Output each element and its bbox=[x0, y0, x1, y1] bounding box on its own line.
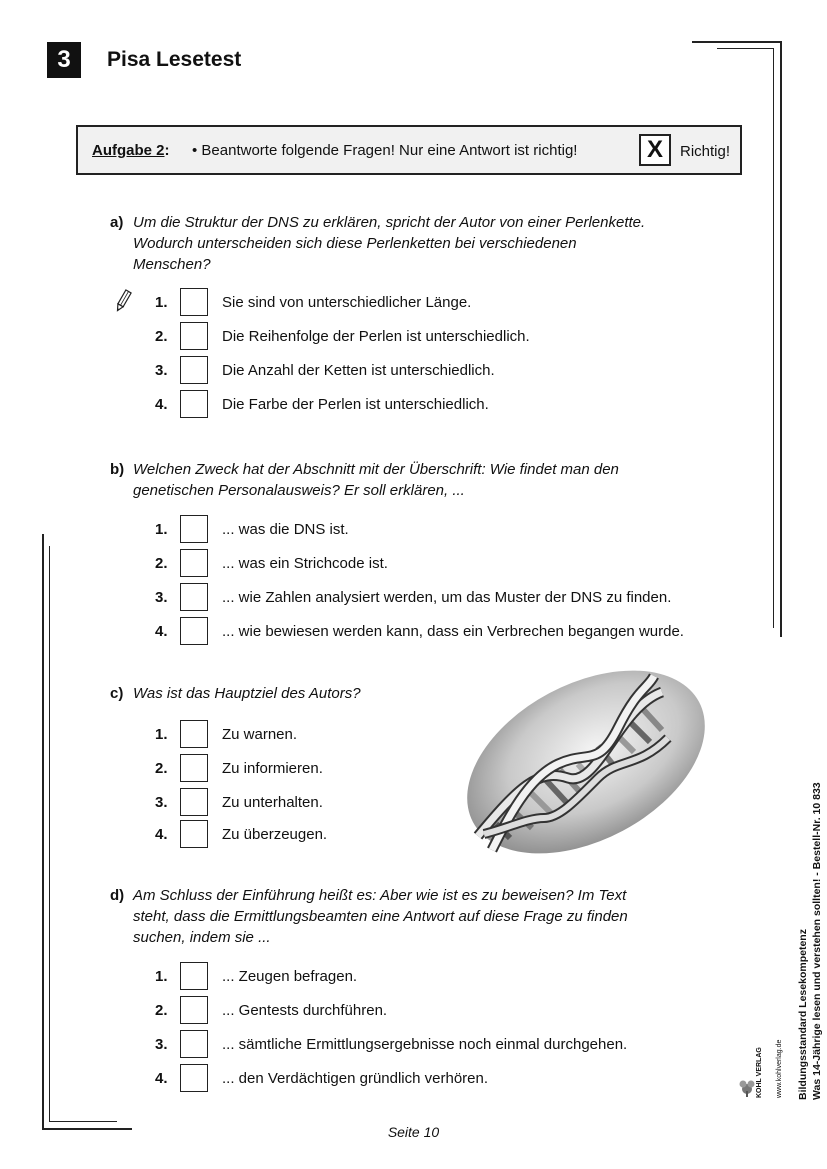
publisher-logo bbox=[737, 1040, 757, 1098]
answer-checkbox[interactable] bbox=[180, 549, 208, 577]
answer-option bbox=[155, 819, 327, 849]
option-text: Sie sind von unterschiedlicher Länge. bbox=[222, 293, 472, 311]
option-number: 4. bbox=[155, 622, 168, 640]
option-number: 1. bbox=[155, 520, 168, 538]
question-text: Am Schluss der Einführung heißt es: Aber wie ist es zu beweisen? Im Text steht, dass die Ermittlungsbeamten eine Antwort auf diese Frage zu finden suchen, indem sie ... bbox=[133, 887, 628, 946]
option-text: ... Zeugen befragen. bbox=[222, 967, 358, 985]
answer-checkbox[interactable] bbox=[180, 720, 208, 748]
answer-option bbox=[155, 355, 495, 385]
answer-checkbox[interactable] bbox=[180, 322, 208, 350]
answer-option bbox=[155, 548, 388, 578]
option-text: ... was die DNS ist. bbox=[222, 520, 349, 538]
option-text: Die Anzahl der Ketten ist unterschiedlich. bbox=[222, 361, 495, 379]
option-text: Zu informieren. bbox=[222, 759, 323, 777]
frame-top-right-horizontal bbox=[692, 41, 782, 43]
answer-checkbox[interactable] bbox=[180, 356, 208, 384]
answer-checkbox[interactable] bbox=[180, 820, 208, 848]
frame-bottom-left-horizontal-inner bbox=[49, 1121, 117, 1122]
task-label-text: Aufgabe 2 bbox=[92, 142, 165, 159]
option-number: 3. bbox=[155, 1035, 168, 1053]
question-letter: d) bbox=[110, 887, 125, 904]
option-number: 4. bbox=[155, 395, 168, 413]
answer-checkbox[interactable] bbox=[180, 962, 208, 990]
option-text: ... was ein Strichcode ist. bbox=[222, 554, 388, 572]
page-number: Seite 10 bbox=[387, 1124, 440, 1140]
answer-checkbox[interactable] bbox=[180, 288, 208, 316]
frame-left-vertical bbox=[42, 534, 44, 1130]
option-number: 4. bbox=[155, 1069, 168, 1087]
answer-checkbox[interactable] bbox=[180, 583, 208, 611]
example-checked-box: X bbox=[639, 134, 671, 166]
task-label bbox=[92, 142, 170, 159]
chapter-title: Pisa Lesetest bbox=[107, 48, 242, 71]
answer-option bbox=[155, 389, 489, 419]
dna-helix-illustration bbox=[448, 668, 714, 858]
answer-checkbox[interactable] bbox=[180, 515, 208, 543]
answer-option bbox=[155, 514, 349, 544]
question-d bbox=[110, 885, 633, 948]
answer-option bbox=[155, 753, 323, 783]
answer-option bbox=[155, 995, 387, 1025]
frame-left-vertical-inner bbox=[49, 546, 50, 1122]
answer-option bbox=[155, 1029, 627, 1059]
option-text: Die Reihenfolge der Perlen ist unterschiedlich. bbox=[222, 327, 530, 345]
task-label-colon: : bbox=[164, 142, 170, 159]
check-legend-label: Richtig! bbox=[680, 143, 731, 160]
option-text: ... wie Zahlen analysiert werden, um das Muster der DNS zu finden. bbox=[222, 588, 672, 606]
answer-checkbox[interactable] bbox=[180, 390, 208, 418]
answer-checkbox[interactable] bbox=[180, 788, 208, 816]
question-b bbox=[110, 459, 623, 501]
option-text: Zu unterhalten. bbox=[222, 793, 323, 811]
option-number: 2. bbox=[155, 554, 168, 572]
frame-top-right-horizontal-inner bbox=[717, 48, 774, 49]
option-number: 3. bbox=[155, 793, 168, 811]
option-number: 1. bbox=[155, 293, 168, 311]
answer-checkbox[interactable] bbox=[180, 1030, 208, 1058]
question-text: Welchen Zweck hat der Abschnitt mit der Überschrift: Wie findet man den genetischen Personalausweis? Er soll erklären, ... bbox=[133, 461, 619, 499]
option-text: Zu überzeugen. bbox=[222, 825, 328, 843]
answer-option bbox=[155, 321, 530, 351]
answer-option bbox=[155, 787, 323, 817]
answer-checkbox[interactable] bbox=[180, 617, 208, 645]
answer-option bbox=[155, 616, 684, 646]
option-number: 2. bbox=[155, 759, 168, 777]
option-text: ... wie bewiesen werden kann, dass ein Verbrechen begangen wurde. bbox=[222, 622, 684, 640]
option-number: 3. bbox=[155, 361, 168, 379]
question-a bbox=[110, 212, 653, 275]
option-number: 4. bbox=[155, 825, 168, 843]
side-line-1: Bildungsstandard Lesekompetenz bbox=[797, 929, 809, 1100]
option-number: 2. bbox=[155, 327, 168, 345]
pencil-icon bbox=[114, 289, 132, 313]
question-letter: b) bbox=[110, 461, 125, 478]
answer-option bbox=[155, 719, 297, 749]
answer-option bbox=[155, 287, 471, 317]
side-publication-info bbox=[796, 782, 824, 1100]
task-instruction: • Beantworte folgende Fragen! Nur eine Antwort ist richtig! bbox=[192, 142, 578, 159]
option-number: 3. bbox=[155, 588, 168, 606]
question-text: Um die Struktur der DNS zu erklären, spricht der Autor von einer Perlenkette. Wodurch unterscheiden sich diese Perlenketten bei verschiedenen Menschen? bbox=[133, 214, 646, 273]
question-letter: c) bbox=[110, 685, 124, 702]
answer-option bbox=[155, 582, 671, 612]
option-text: ... Gentests durchführen. bbox=[222, 1001, 388, 1019]
option-text: ... den Verdächtigen gründlich verhören. bbox=[222, 1069, 489, 1087]
question-text: Was ist das Hauptziel des Autors? bbox=[133, 685, 361, 702]
chapter-number: 3 bbox=[47, 42, 81, 78]
answer-option bbox=[155, 961, 357, 991]
frame-right-vertical-inner bbox=[773, 48, 774, 628]
option-text: Die Farbe der Perlen ist unterschiedlich. bbox=[222, 395, 489, 413]
answer-option bbox=[155, 1063, 488, 1093]
publisher-name: KOHL VERLAG bbox=[756, 1047, 763, 1098]
option-number: 1. bbox=[155, 967, 168, 985]
answer-checkbox[interactable] bbox=[180, 754, 208, 782]
answer-checkbox[interactable] bbox=[180, 996, 208, 1024]
publisher-url: www.kohlverlag.de bbox=[776, 1039, 783, 1098]
question-letter: a) bbox=[110, 214, 124, 231]
option-number: 1. bbox=[155, 725, 168, 743]
option-number: 2. bbox=[155, 1001, 168, 1019]
option-text: Zu warnen. bbox=[222, 725, 298, 743]
side-line-2: Was 14-Jährige lesen und verstehen sollten! - Bestell-Nr. 10 833 bbox=[811, 782, 823, 1100]
option-text: ... sämtliche Ermittlungsergebnisse noch einmal durchgehen. bbox=[222, 1035, 628, 1053]
frame-right-vertical bbox=[780, 41, 782, 637]
answer-checkbox[interactable] bbox=[180, 1064, 208, 1092]
